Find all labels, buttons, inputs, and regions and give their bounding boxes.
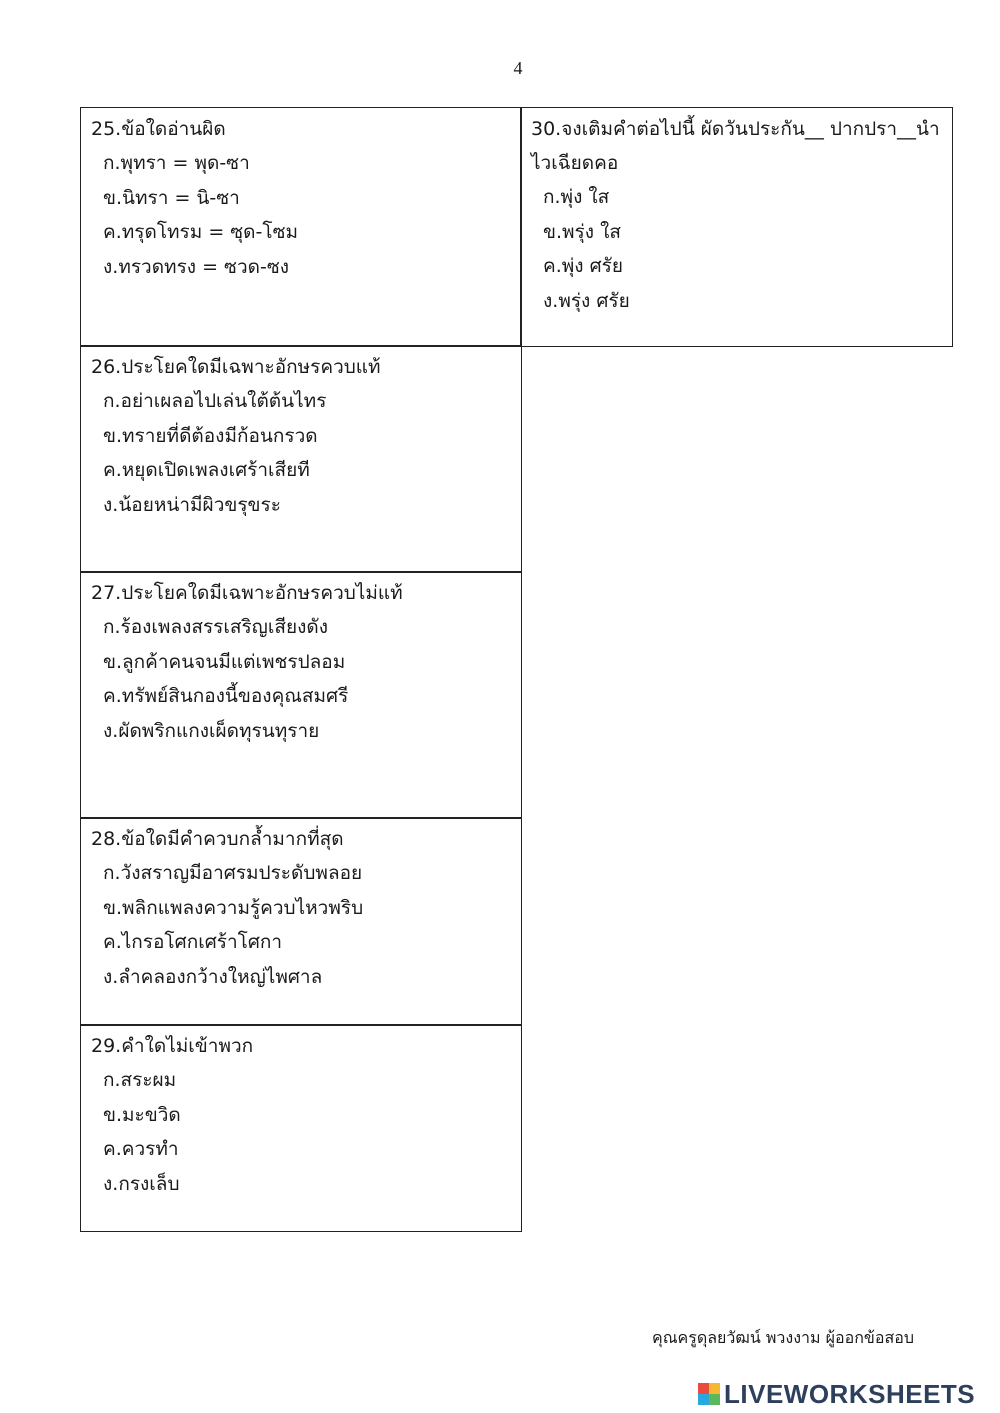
question-29-choice-a: ก.สระผม xyxy=(103,1069,177,1091)
logo-square-red xyxy=(698,1383,709,1394)
question-28-title: 28.ข้อใดมีคำควบกล้ำมากที่สุด xyxy=(91,828,344,850)
question-26-choice-c: ค.หยุดเปิดเพลงเศร้าเสียที xyxy=(103,459,310,481)
question-28-choice-a: ก.วังสราญมีอาศรมประดับพลอย xyxy=(103,862,363,884)
logo-square-yellow xyxy=(709,1383,720,1394)
question-30-choice-a: ก.พุ่ง ใส xyxy=(543,186,610,208)
question-30-choice-d: ง.พรุ่ง ศรัย xyxy=(543,289,630,312)
question-27-choice-a: ก.ร้องเพลงสรรเสริญเสียงดัง xyxy=(103,616,328,638)
logo-square-blue xyxy=(698,1394,709,1405)
question-27-choice-d: ง.ผัดพริกแกงเผ็ดทุรนทุราย xyxy=(103,719,320,742)
question-27-choice-c: ค.ทรัพย์สินกองนี้ของคุณสมศรี xyxy=(103,685,349,707)
logo-square-green xyxy=(709,1394,720,1405)
question-25-title: 25.ข้อใดอ่านผิด xyxy=(91,118,226,140)
question-28-choice-c: ค.ไกรอโศกเศร้าโศกา xyxy=(103,931,283,953)
question-29-choice-c: ค.ควรทำ xyxy=(103,1138,179,1160)
question-26-choice-a: ก.อย่าเผลอไปเล่นใต้ต้นไทร xyxy=(103,390,327,412)
question-29-title: 29.คำใดไม่เข้าพวก xyxy=(91,1035,254,1057)
question-25-choice-d: ง.ทรวดทรง = ซวด-ซง xyxy=(103,255,289,278)
question-28-choice-b: ข.พลิกแพลงความรู้ควบไหวพริบ xyxy=(103,896,364,919)
question-26-box xyxy=(80,345,522,573)
liveworksheets-logo-icon xyxy=(698,1383,720,1405)
question-26-title: 26.ประโยคใดมีเฉพาะอักษรควบแท้ xyxy=(91,356,381,378)
question-30-box xyxy=(520,107,953,347)
question-26-choice-b: ข.ทรายที่ดีต้องมีก้อนกรวด xyxy=(103,424,318,447)
question-29-choice-d: ง.กรงเล็บ xyxy=(103,1172,180,1195)
author-credit: คุณครูดุลยวัฒน์ พวงงาม ผู้ออกข้อสอบ xyxy=(652,1328,915,1347)
question-30-choice-b: ข.พรุ่ง ใส xyxy=(543,220,621,243)
page-number: 4 xyxy=(513,58,523,78)
question-25-box xyxy=(80,107,522,347)
question-28-choice-d: ง.ลำคลองกว้างใหญ่ไพศาล xyxy=(103,965,323,988)
question-26-choice-d: ง.น้อยหน่ามีผิวขรุขระ xyxy=(103,493,281,516)
liveworksheets-logo-text: LIVEWORKSHEETS xyxy=(724,1378,976,1409)
question-25-choice-b: ข.นิทรา = นิ-ซา xyxy=(103,186,240,209)
question-25-choice-a: ก.พุทรา = พุด-ซา xyxy=(103,152,250,174)
question-29-box xyxy=(80,1024,522,1232)
question-28-box xyxy=(80,817,522,1026)
question-29-choice-b: ข.มะขวิด xyxy=(103,1103,181,1126)
question-30-title: 30.จงเติมคำต่อไปนี้ ผัดวันประกัน__ ปากปรา__นำไวเฉียดคอ xyxy=(531,118,940,174)
question-27-choice-b: ข.ลูกค้าคนจนมีแต่เพชรปลอม xyxy=(103,650,346,673)
question-27-title: 27.ประโยคใดมีเฉพาะอักษรควบไม่แท้ xyxy=(91,582,403,604)
question-30-choice-c: ค.พุ่ง ศรัย xyxy=(543,255,623,277)
question-25-choice-c: ค.ทรุดโทรม = ซุด-โซม xyxy=(103,221,298,243)
liveworksheets-logo xyxy=(698,1380,975,1408)
question-27-box xyxy=(80,571,522,819)
